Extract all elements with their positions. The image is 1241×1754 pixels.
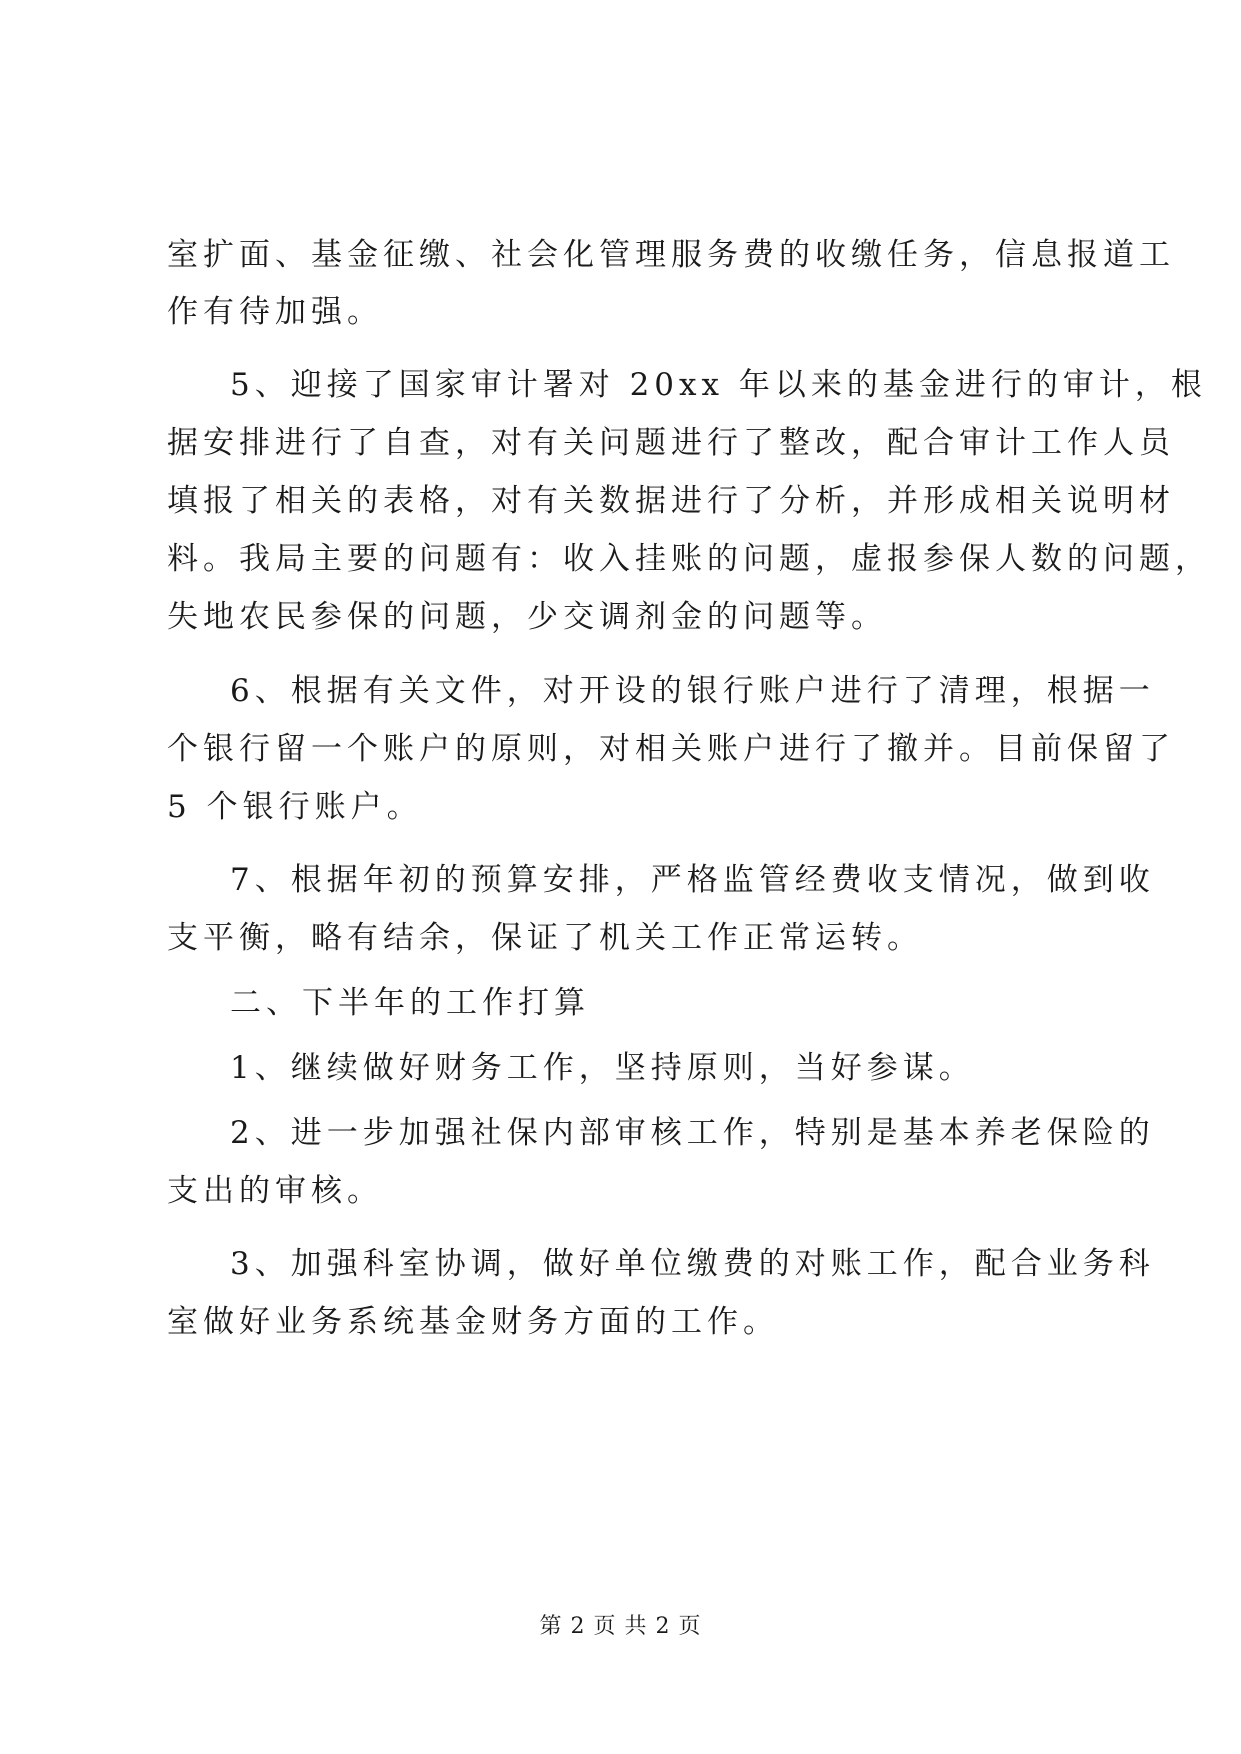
text-line: 5 个银行账户。 xyxy=(167,789,423,825)
text-line: 填报了相关的表格，对有关数据进行了分析，并形成相关说明材 xyxy=(167,483,1175,519)
text-line: 作有待加强。 xyxy=(167,294,383,330)
plan-item-2: 2、进一步加强社保内部审核工作，特别是基本养老保险的 xyxy=(230,1115,1155,1151)
plan-item-3: 3、加强科室协调，做好单位缴费的对账工作，配合业务科 xyxy=(230,1246,1155,1282)
paragraph-5-line: 5、迎接了国家审计署对 20xx 年以来的基金进行的审计，根 xyxy=(230,367,1207,403)
paragraph-6-line: 6、根据有关文件，对开设的银行账户进行了清理，根据一 xyxy=(230,673,1155,709)
text-line: 料。我局主要的问题有：收入挂账的问题，虚报参保人数的问题， xyxy=(167,541,1211,577)
text-line: 支出的审核。 xyxy=(167,1173,383,1209)
plan-item-1: 1、继续做好财务工作，坚持原则，当好参谋。 xyxy=(230,1050,975,1086)
text-line: 个银行留一个账户的原则，对相关账户进行了撤并。目前保留了 xyxy=(167,731,1175,767)
paragraph-7-line: 7、根据年初的预算安排，严格监管经费收支情况，做到收 xyxy=(230,862,1155,898)
text-line: 失地农民参保的问题，少交调剂金的问题等。 xyxy=(167,599,887,635)
text-line: 支平衡，略有结余，保证了机关工作正常运转。 xyxy=(167,920,923,956)
section-heading: 二、下半年的工作打算 xyxy=(230,985,590,1021)
text-line: 室扩面、基金征缴、社会化管理服务费的收缴任务，信息报道工 xyxy=(167,237,1175,273)
page-footer: 第 2 页 共 2 页 xyxy=(539,1614,702,1639)
text-line: 据安排进行了自查，对有关问题进行了整改，配合审计工作人员 xyxy=(167,425,1175,461)
text-line: 室做好业务系统基金财务方面的工作。 xyxy=(167,1304,779,1340)
